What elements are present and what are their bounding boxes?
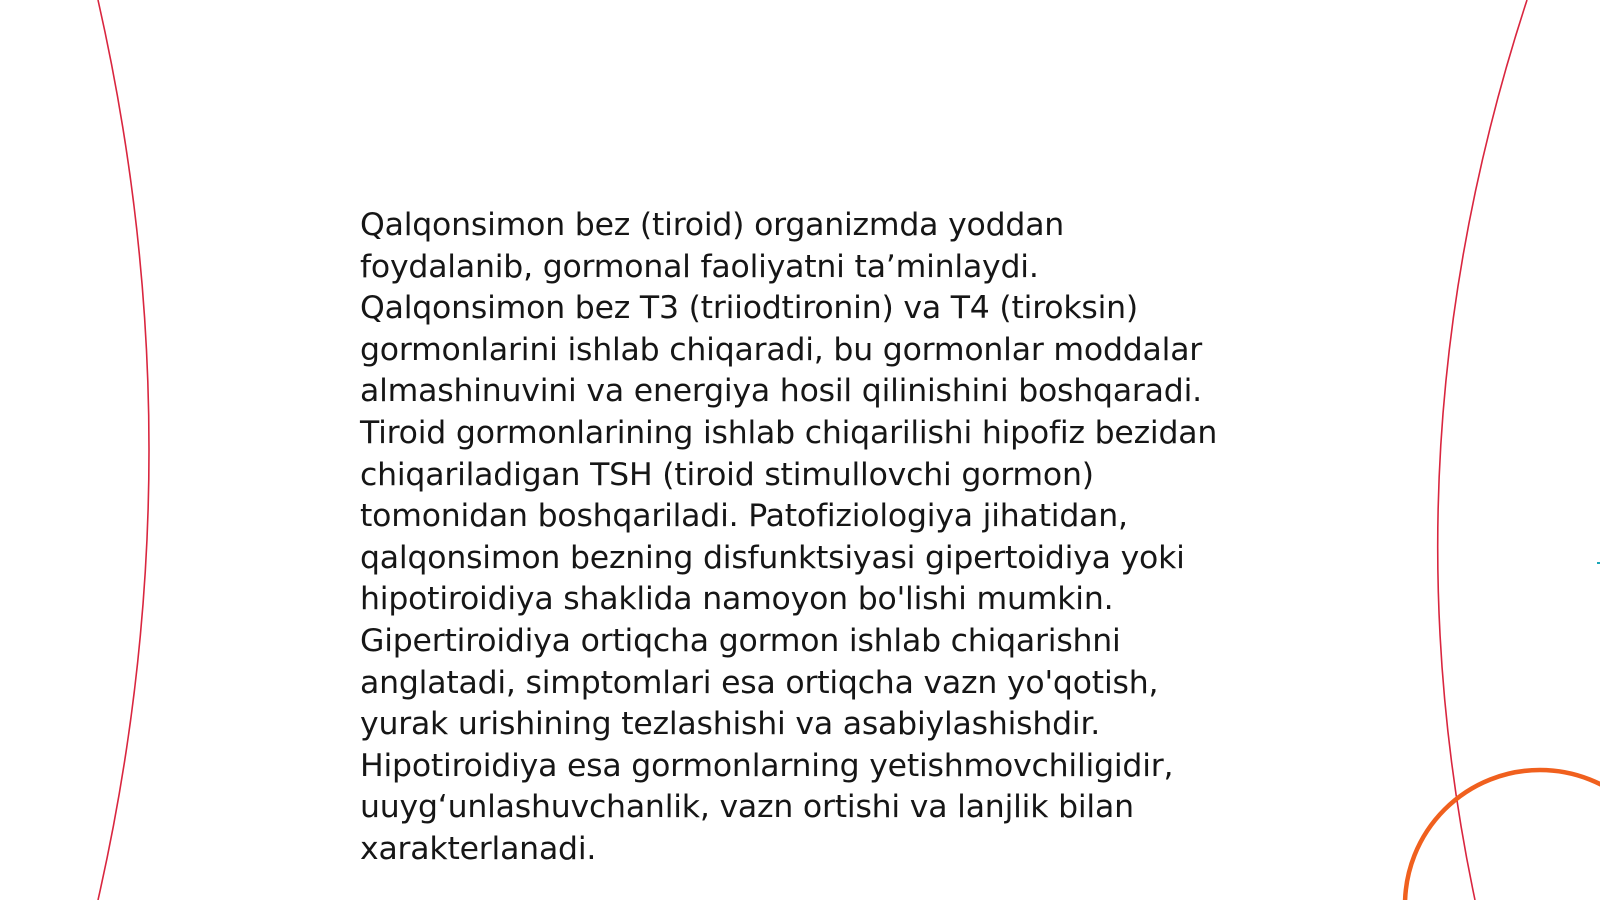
slide-body-paragraph: Qalqonsimon bez (tiroid) organizmda yoddan foydalanib, gormonal faoliyatni ta’minlaydi. Qalqonsimon bez T3 (triiodtironin) va T4 (tiroksin) gormonlarini ishlab chiqaradi, bu gormonlar moddalar almashinuvini va energiya hosil qilinishini boshqaradi. Tiroid gormonlarining ishlab chiqarilishi hipofiz bezidan chiqariladigan TSH (tiroid stimullovchi gormon) tomonidan boshqariladi. Patofiziologiya jihatidan, qalqonsimon bezning disfunktsiyasi gipertoidiya yoki hipotiroidiya shaklida namoyon bo'lishi mumkin. Gipertiroidiya ortiqcha gormon ishlab chiqarishni anglatadi, simptomlari esa ortiqcha vazn yo'qotish, yurak urishining tezlashishi va asabiylashishdir. Hipotiroidiya esa gormonlarning yetishmovchiligidir, uuyg‘unlashuvchanlik, vazn ortishi va lanjlik bilan xarakterlanadi. — [360, 207, 1218, 867]
orange-ring-shape — [1405, 770, 1600, 900]
right-arc-line — [1438, 0, 1527, 900]
left-arc-line — [98, 0, 149, 900]
